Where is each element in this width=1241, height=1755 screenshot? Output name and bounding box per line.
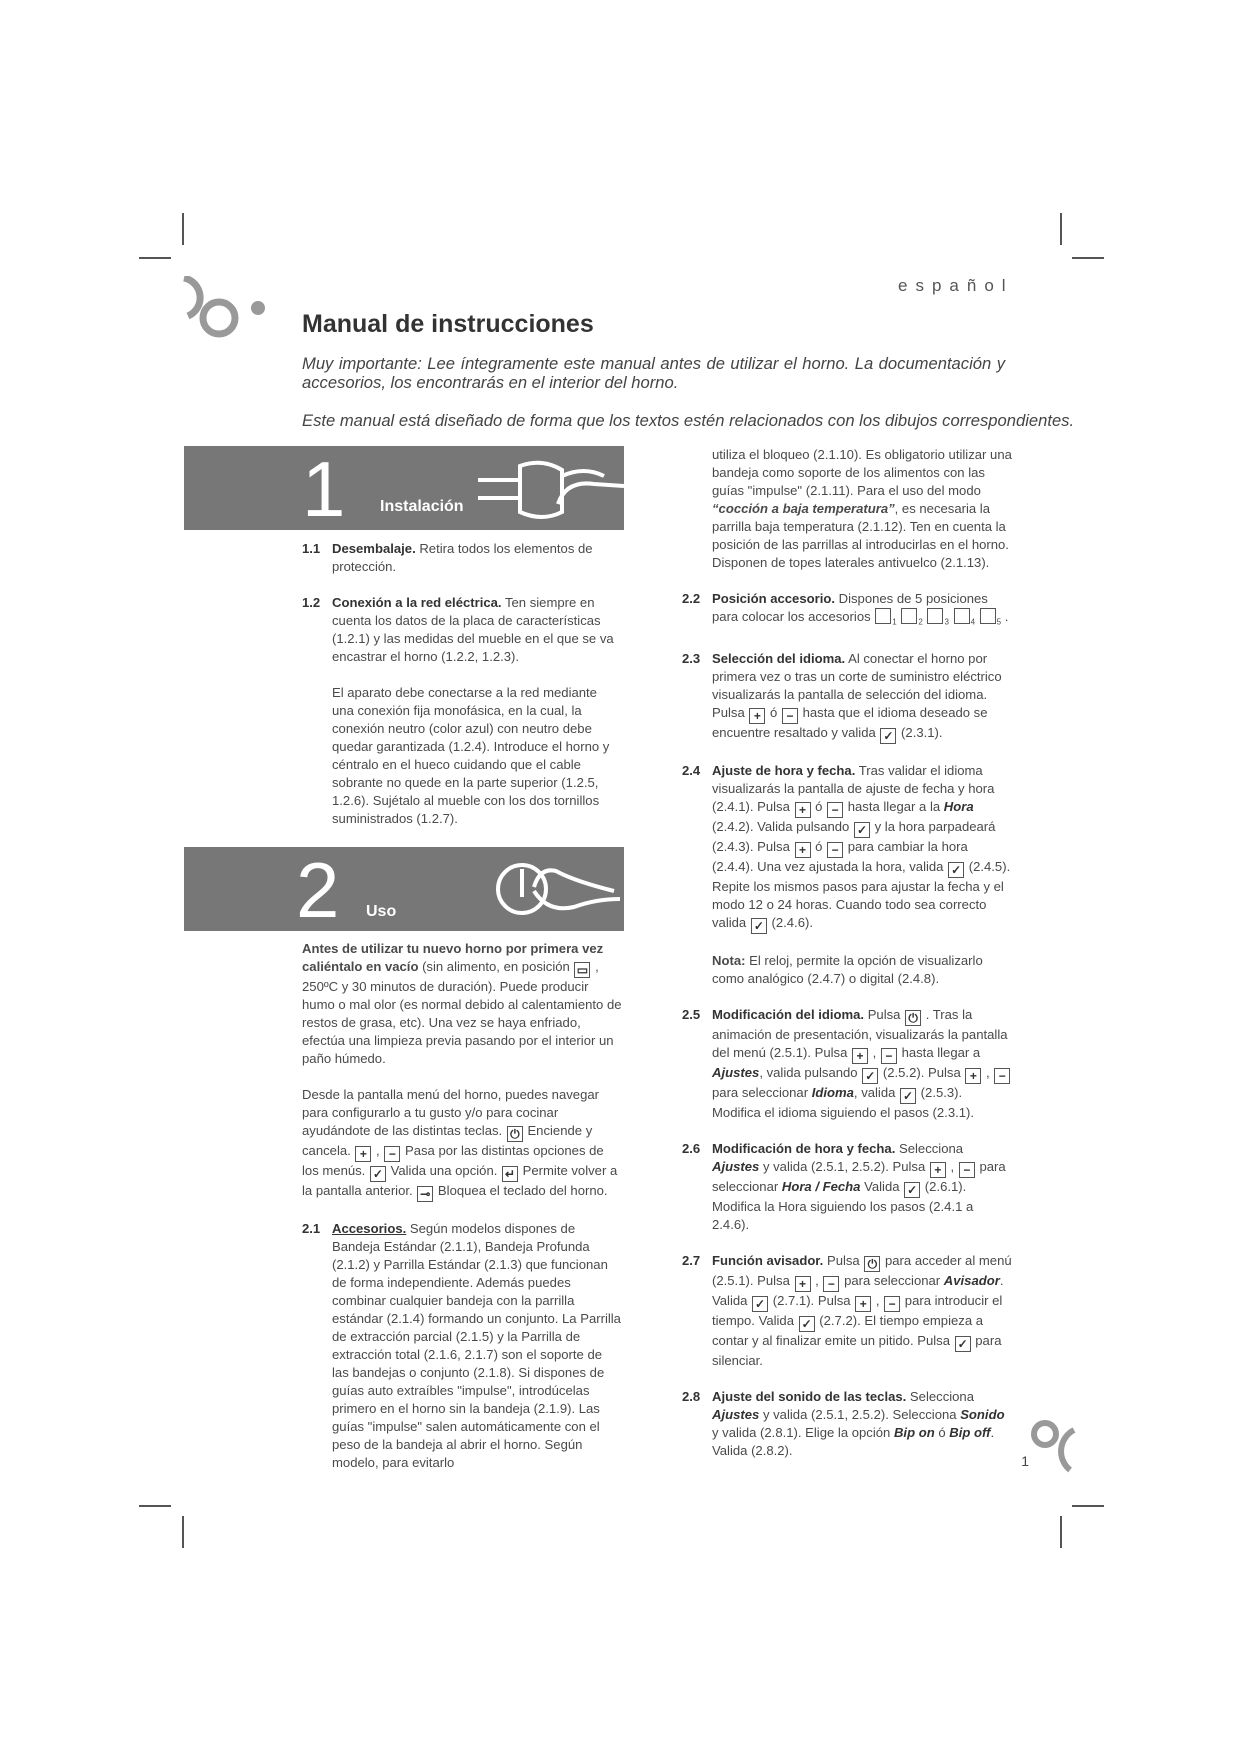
text-span: Hora [943,798,974,814]
text-span: Idioma [811,1084,854,1100]
text-span: . Valida (2.8.2). [712,1424,995,1458]
left-column-install [302,540,622,828]
item-number: 2.6 [682,1140,701,1156]
section-2-7 [682,1252,1012,1370]
footer-brand-icon [1030,1416,1080,1476]
section-2-3 [682,650,1012,744]
right-column [682,446,1012,1460]
item-text: Retira todos los elementos de protección. [332,541,593,574]
text-span: , [811,1272,823,1288]
text-span: Pulsa [864,1006,905,1022]
text-span: ó [934,1424,950,1440]
page-title: Manual de instrucciones [302,310,594,338]
item-number: 2.5 [682,1006,701,1022]
text-span: para seleccionar [840,1272,944,1288]
text-span: Permite volver a la pantalla anterior. [302,1163,618,1198]
section-banner-installation [184,445,624,533]
text-span: (2.3.1). [897,724,943,740]
power-plug-icon [454,446,624,530]
crop-mark [139,257,171,259]
text-span: , valida [853,1084,900,1100]
ok-key-icon: ✓ [955,1336,971,1352]
item-heading: Conexión a la red eléctrica. [332,595,502,610]
position-3-icon [927,608,943,624]
plus-key-icon: + [355,1146,371,1162]
plus-key-icon: + [795,1276,811,1292]
accessories-continuation [682,446,1012,572]
lock-key-icon: ⊸ [417,1186,433,1202]
navigation-paragraph: Desde la pantalla menú del horno, puedes navegar para configurarlo a tu gusto y/o para cocinar ayudándote de las distintas teclas. ⏻ Enciende y cancela. + , − Pasa por las distintas opciones de los menús. ✓ Valida una opción. ↵ Permite volver a la pantalla anterior. ⊸ Bloquea el teclado del horno. [302,1087,618,1201]
first-use-heading: Antes de utilizar tu nuevo horno por primera vez caliéntalo en vacío [302,941,604,974]
position-1-icon [875,608,891,624]
crop-mark [182,213,184,245]
section-2-4 [682,762,1012,934]
plus-key-icon: + [855,1296,871,1312]
position-label: 2 [918,617,923,627]
minus-key-icon: − [384,1146,400,1162]
position-2-icon [901,608,917,624]
item-heading: Accesorios. [332,1221,407,1236]
intro-text-2: Este manual está diseñado de forma que los textos estén relacionados con los dibujos correspondientes. [302,411,1075,430]
text-span: , valida pulsando [759,1064,862,1080]
item-heading: Selección del idioma. [712,650,846,666]
text-span: Bip off [949,1424,991,1440]
text-span: para introducir el tiempo. Valida [712,1292,1003,1328]
text-span: y valida (2.8.1). Elige la opción [712,1424,894,1440]
item-text: Según modelos dispones de Bandeja Estándar (2.1.1), Bandeja Profunda (2.1.2) y Parrilla Estándar (2.1.3) que funcionan de forma independiente. Además puedes combinar cualquier bandeja con la parrilla estándar (2.1.4) formando un conjunto. La Parrilla de extracción parcial (2.1.5) y la Parrilla de extracción total (2.1.6, 2.1.7) son el soporte de las bandejas o conjunto (2.1.8). Si dispones de guías auto extraíbles "impulse", introdúcelas primero en el horno sin la bandeja (2.1.9). Las guías "impulse" salen automáticamente con el peso de la bandeja al abrir el horno. Según modelo, para evitarlo [332,1221,621,1470]
left-column-use [302,940,622,1472]
section-number: 1 [302,445,346,533]
hand-pressing-button-icon [464,847,624,931]
minus-key-icon: − [881,1048,897,1064]
language-label: español [898,276,1014,295]
item-heading: Ajuste de hora y fecha. [712,762,856,778]
minus-key-icon: − [827,802,843,818]
text-span: (sin alimento, en posición [418,959,574,974]
text-span: (2.7.1). Pulsa [769,1292,855,1308]
position-label: 4 [970,617,976,627]
text-span: Selecciona [906,1388,974,1404]
item-heading: Modificación del idioma. [712,1006,865,1022]
position-label: 1 [892,617,897,627]
item-number: 1.2 [302,595,321,610]
section-label: Instalación [380,498,464,515]
minus-key-icon: − [884,1296,900,1312]
text-span: para acceder al menú (2.5.1). Pulsa [712,1252,1012,1288]
item-heading: Posición accesorio. [712,591,835,606]
item-number: 2.3 [682,650,701,666]
text-span: Tras validar el idioma visualizarás la pantalla de ajuste de fecha y hora (2.4.1). Pulsa [712,762,995,814]
text-span: , es necesaria la parrilla baja temperatura (2.1.12). Ten en cuenta la posición de las parrillas al introducirlas en el horno. Disponen de topes laterales antivuelco (2.1.13). [712,501,1009,570]
text-span: Selecciona [895,1140,964,1156]
back-key-icon: ↵ [502,1166,518,1182]
text-span: Pulsa [823,1252,864,1268]
ok-key-icon: ✓ [752,1296,768,1312]
item-heading: Ajuste del sonido de las teclas. [712,1388,907,1404]
text-span: para seleccionar [712,1084,812,1100]
text-span: El reloj, permite la opción de visualizarlo como analógico (2.4.7) o digital (2.4.8). [712,952,983,986]
text-span: Bloquea el teclado del horno. [434,1183,608,1198]
brand-logo-icon [178,276,278,356]
ok-key-icon: ✓ [854,822,870,838]
text-span: para cambiar la hora (2.4.4). Una vez ajustada la hora, valida [712,838,968,874]
text-span: , 250ºC y 30 minutos de duración). Puede producir humo o mal olor (es normal debido al calentamiento de restos de grasa, etc). Una vez se haya enfriado, efectúa una limpieza previa pasando por el interior un paño húmedo. [302,959,622,1066]
text-span: hasta que el idioma deseado se encuentre resaltado y valida [712,704,988,740]
item-text: Ten siempre en cuenta los datos de la placa de características (1.2.1) y las medidas del mueble en el que se va encastrar el horno (1.2.2, 1.2.3). [332,595,614,664]
item-heading: Desembalaje. [332,541,416,556]
text-span: para silenciar. [712,1332,1002,1368]
position-label: 3 [944,617,949,627]
first-use-paragraph [302,940,622,1068]
ok-key-icon: ✓ [948,862,964,878]
text-span: , [982,1064,994,1080]
text-span: Ajustes [712,1158,760,1174]
text-span: Hora / Fecha [781,1178,861,1194]
item-number: 2.4 [682,762,701,778]
section-number: 2 [296,846,340,934]
ok-key-icon: ✓ [751,918,767,934]
item-number: 1.1 [302,541,321,556]
section-1-1 [302,540,622,576]
text-span: . Valida [712,1272,1004,1308]
item-number: 2.7 [682,1252,701,1268]
position-label: 5 [996,617,1002,627]
section-2-5 [682,1006,1012,1122]
text-span: ó [811,798,827,814]
plus-key-icon: + [930,1162,946,1178]
minus-key-icon: − [823,1276,839,1292]
text-span: y valida (2.5.1, 2.5.2). Pulsa [759,1158,929,1174]
ok-key-icon: ✓ [904,1182,920,1198]
text-span: (2.4.5). Repite los mismos pasos para ajustar la fecha y el modo 12 o 24 horas. Cuando todo sea correcto valida [712,858,1011,930]
text-span: ó [766,704,781,720]
item-number: 2.1 [302,1221,321,1236]
intro-text: Muy importante: Lee íntegramente este manual antes de utilizar el horno. La documentación y accesorios, los encontrarás en el interior del horno. [302,354,1005,392]
plus-key-icon: + [795,842,811,858]
minus-key-icon: − [994,1068,1010,1084]
ok-key-icon: ✓ [900,1088,916,1104]
ok-key-icon: ✓ [862,1068,878,1084]
section-2-1 [302,1220,622,1472]
text-span: (2.5.3). Modifica el idioma siguiendo el pasos (2.3.1). [712,1084,975,1120]
section-2-2: 2.2 Posición accesorio. Dispones de 5 posiciones para colocar los accesorios $_1$ $_2$ $_3$ $_4$ $_5$ . [682,590,1012,632]
text-span: para seleccionar [712,1158,1006,1194]
text-span: Pasa por las distintas opciones de los menús. [302,1143,604,1178]
text-span: . Tras la animación de presentación, visualizarás la pantalla del menú (2.5.1). Pulsa [712,1006,1008,1060]
text-span: y la hora parpadeará (2.4.3). Pulsa [712,818,996,854]
power-key-icon: ⏻ [864,1256,880,1272]
text-span: hasta llegar a la [844,798,944,814]
ok-key-icon: ✓ [880,728,896,744]
text-span: Avisador [943,1272,1000,1288]
ok-key-icon: ✓ [370,1166,386,1182]
plus-key-icon: + [965,1068,981,1084]
low-temp-mode: “cocción a baja temperatura” [712,501,895,516]
crop-mark [1060,213,1062,245]
note-heading: Nota: [712,952,746,968]
plus-key-icon: + [749,708,765,724]
text-span: (2.5.2). Pulsa [879,1064,965,1080]
crop-mark [1072,257,1104,259]
text-span: (2.4.2). Valida pulsando [712,818,853,834]
crop-mark [1072,1505,1104,1507]
text-span: Ajustes [712,1406,760,1422]
text-span: Enciende y cancela. [302,1123,593,1158]
minus-key-icon: − [782,708,798,724]
text-span: , [946,1158,958,1174]
text-span: ó [811,838,827,854]
ok-key-icon: ✓ [799,1316,815,1332]
item-heading: Función avisador. [712,1252,824,1268]
plus-key-icon: + [852,1048,868,1064]
oven-position-icon: ▭ [574,962,590,978]
text-span: , [872,1292,884,1308]
text-span: Al conectar el horno por primera vez o tras un corte de suministro eléctrico visualizarás la pantalla de selección del idioma. Pulsa [712,650,1002,720]
item-paragraph: El aparato debe conectarse a la red mediante una conexión fija monofásica, en la cual, la conexión neutro (color azul) con neutro debe quedar garantizada (1.2.4). Introduce el horno y céntralo en el hueco cuidando que el cable sobrante no quede en la parte superior (1.2.5, 1.2.6). Sujétalo al mueble con los dos tornillos suministrados (1.2.7). [332,685,610,826]
item-text: Dispones de 5 posiciones para colocar los accesorios [712,591,988,624]
item-number: 2.8 [682,1388,701,1404]
text-span: (2.6.1). Modifica la Hora siguiendo los pasos (2.4.1 a 2.4.6). [712,1178,974,1232]
text-span: Valida una opción. [386,1163,501,1178]
section-banner-use [184,846,624,934]
crop-mark [182,1516,184,1548]
plus-key-icon: + [795,802,811,818]
text-span: Valida [860,1178,904,1194]
power-key-icon: ⏻ [507,1126,523,1142]
text-span: Bip on [893,1424,935,1440]
text-span: utiliza el bloqueo (2.1.10). Es obligatorio utilizar una bandeja como soporte de los alimentos con las guías "impulse" (2.1.11). Para el uso del modo [712,447,1012,498]
crop-mark [139,1505,171,1507]
position-5-icon [980,608,996,624]
section-label: Uso [366,903,397,920]
text-span: , [869,1044,880,1060]
text-span: Sonido [960,1406,1005,1422]
section-1-2 [302,594,622,666]
section-2-8 [682,1388,1012,1460]
text-span: (2.7.2). El tiempo empieza a contar y al finalizar emite un pitido. Pulsa [712,1312,984,1348]
text-span: (2.4.6). [767,914,813,930]
minus-key-icon: − [959,1162,975,1178]
minus-key-icon: − [827,842,843,858]
text-span: Ajustes [712,1064,760,1080]
item-number: 2.2 [682,591,701,606]
power-key-icon: ⏻ [905,1010,921,1026]
section-2-6 [682,1140,1012,1234]
item-heading: Modificación de hora y fecha. [712,1140,896,1156]
text-span: Desde la pantalla menú del horno, puedes navegar para configurarlo a tu gusto y/o para cocinar ayudándote de las distintas teclas. [302,1087,600,1138]
note-paragraph [682,952,1012,988]
position-4-icon [954,608,970,624]
text-span: hasta llegar a [897,1044,981,1060]
page-number: 1 [1021,1453,1029,1469]
text-span: y valida (2.5.1, 2.5.2). Selecciona [759,1406,961,1422]
crop-mark [1060,1516,1062,1548]
